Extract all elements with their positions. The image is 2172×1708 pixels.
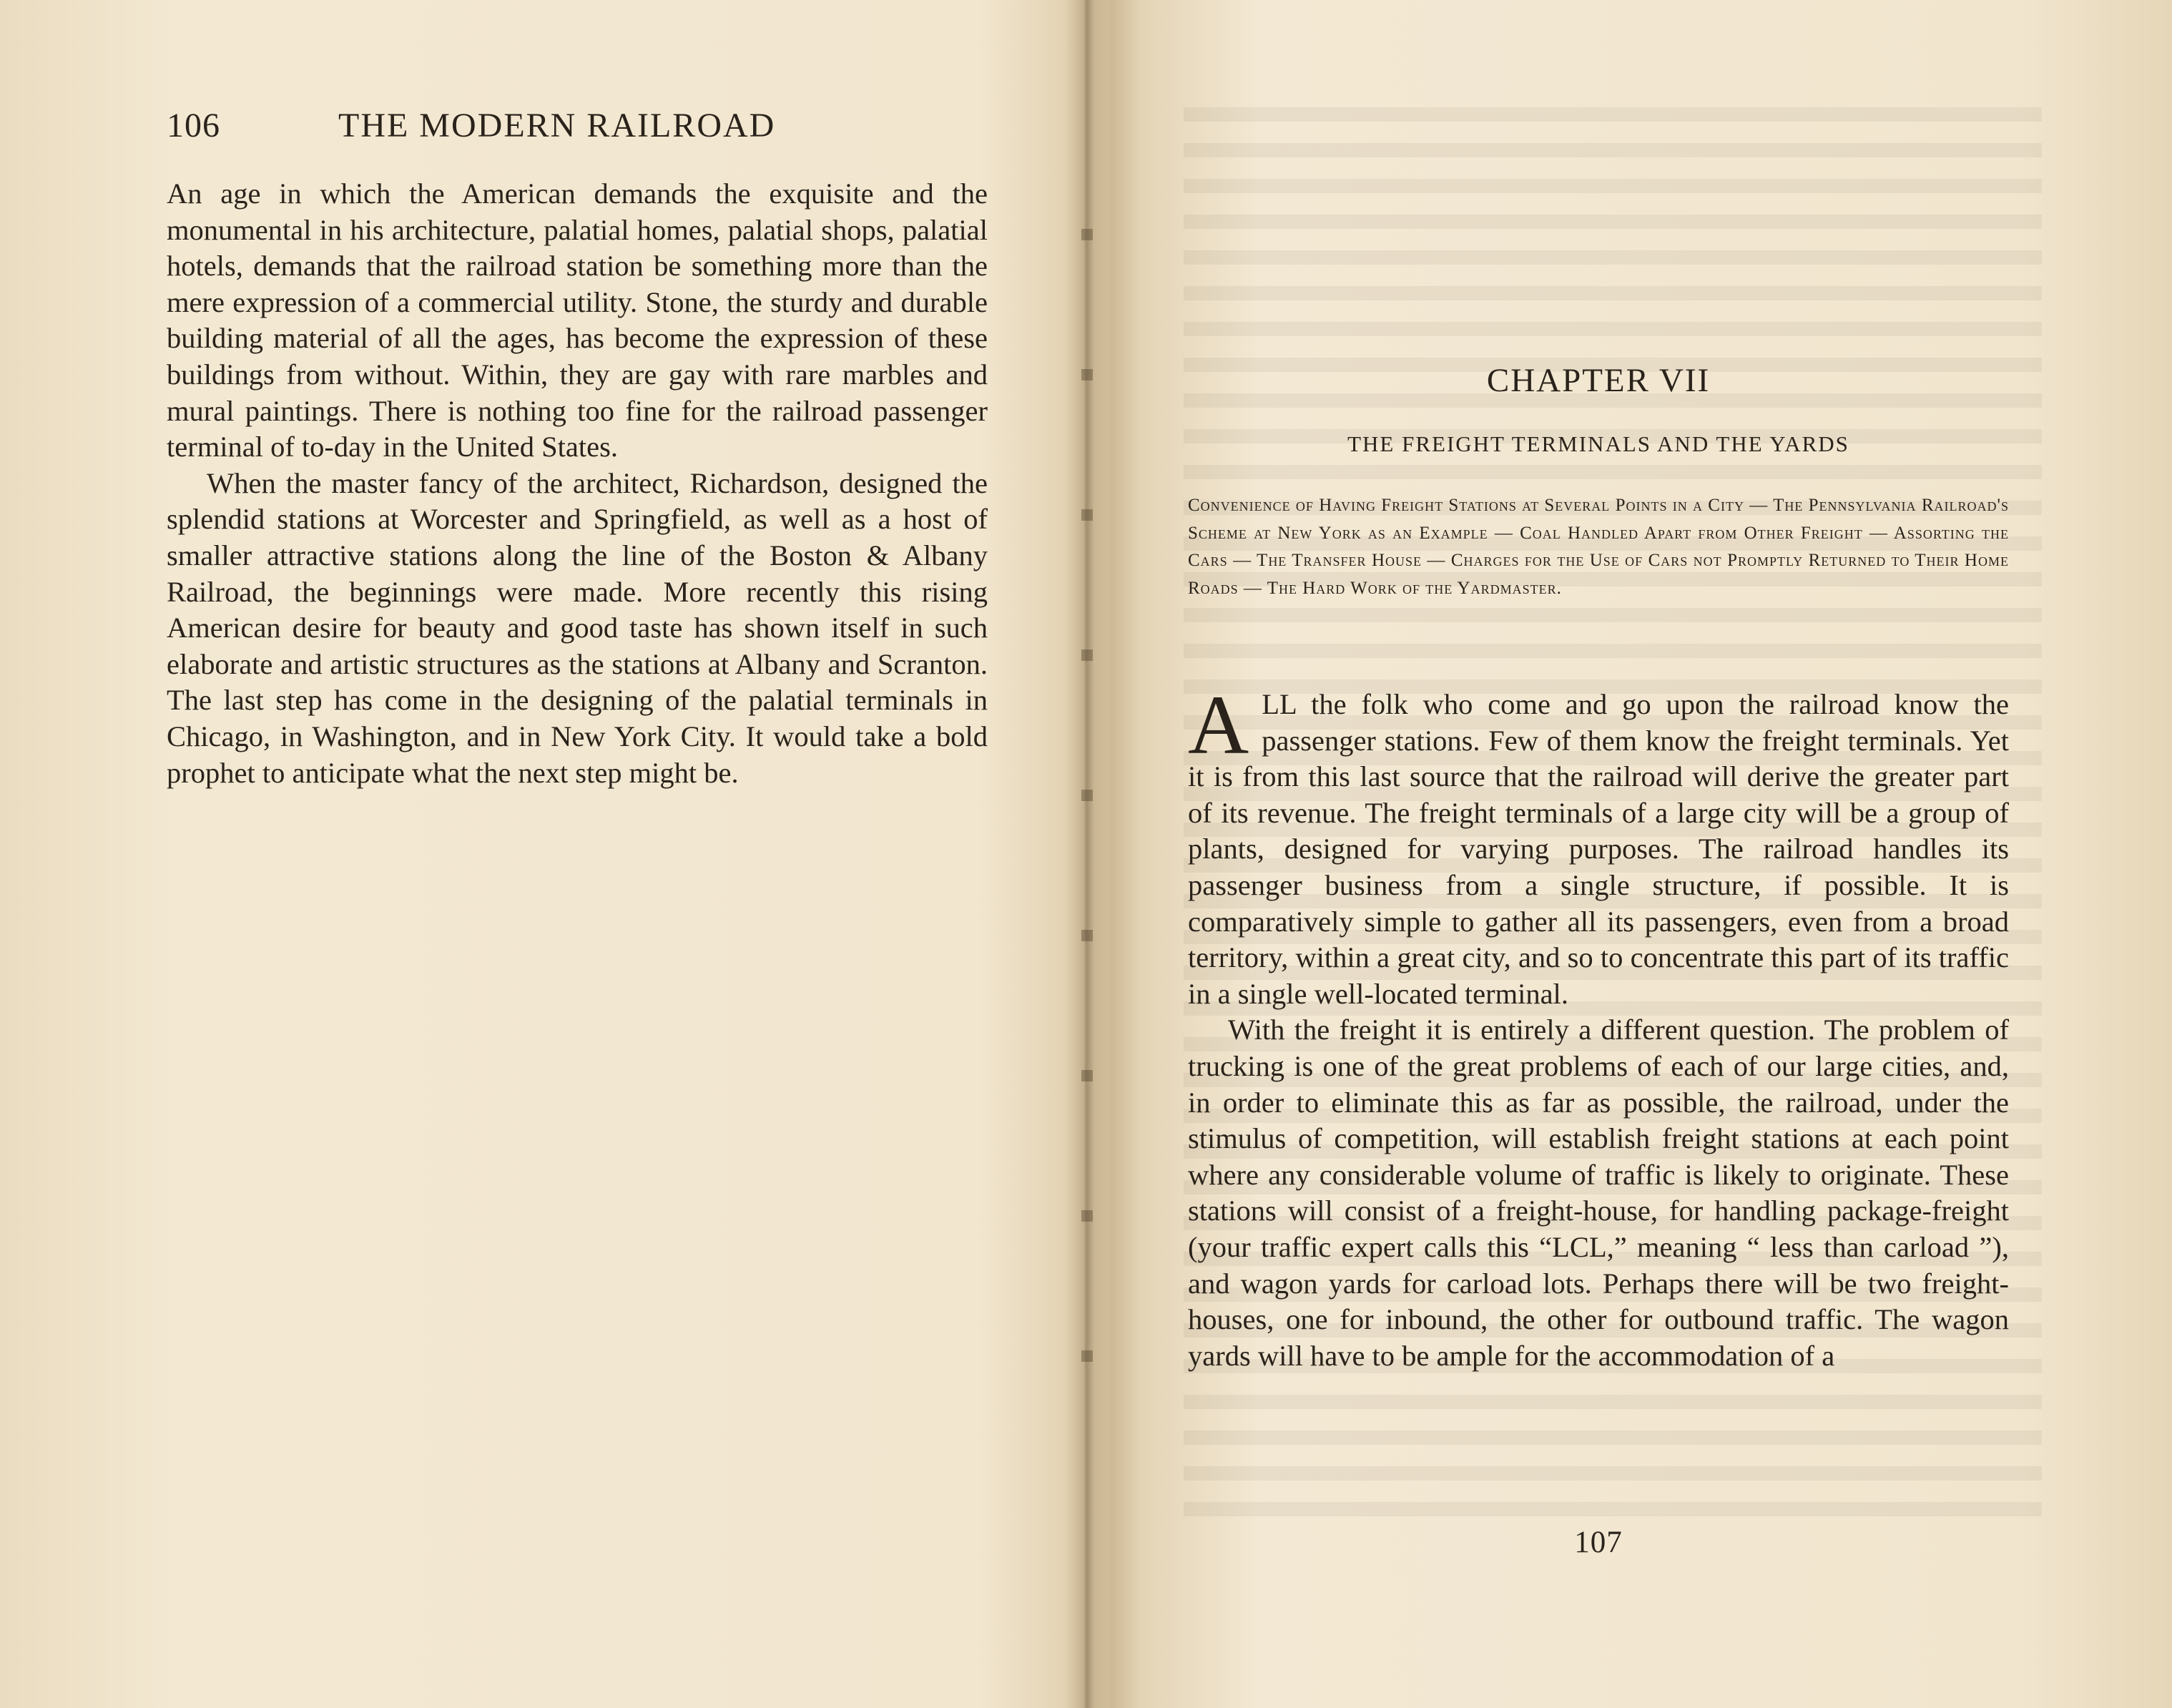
binding-edge	[1081, 100, 1093, 1459]
paragraph: An age in which the American demands the exquisite and the monumental in his architecture, palatial homes, palatial shops, palatial hotels, demands that the railroad station be something more than the mere expression of a commercial utility. Stone, the sturdy and durable building material of all the ages, has become the expression of these buildings from without. Within, they are gay with rare marbles and mural paintings. There is nothing too fine for the railroad passenger terminal of to-day in the United States.	[167, 177, 988, 463]
paragraph: With the freight it is entirely a different question. The problem of trucking is one of the great problems of each of our large cities, and, in order to eliminate this as far as possible, the railroad, under the stimulus of competition, will establish freight stations at each point where any considerable volume of traffic is likely to originate. These stations will consist of a freight-house, for handling package-freight (your traffic expert calls this “LCL,” meaning “ less than carload ”), and wagon yards for carload lots. Perhaps there will be two freight-houses, one for inbound, the other for outbound traffic. The wagon yards will have to be ample for the accommodation of a	[1188, 1013, 2009, 1372]
opening-paragraph-text: LL the folk who come and go upon the railroad know the passenger stations. Few of them know the freight terminals. Yet it is from this last source that the railroad will derive the greater part of its revenue. The freight terminals of a large city will be a group of plants, designed for varying purposes. The railroad handles its passenger business from a single structure, if possible. It is comparatively simple to gather all its passengers, even from a broad territory, within a great city, and so to concentrate this part of its traffic in a single well-located terminal.	[1188, 688, 2009, 1010]
paragraph: When the master fancy of the architect, Richardson, designed the splendid stations at Worcester and Springfield, as well as a host of smaller attractive stations along the line of the Boston & Albany Railroad, the beginnings were made. More recently this rising American desire for beauty and good taste has shown itself in such elaborate and artistic structures as the stations at Albany and Scranton. The last step has come in the designing of the palatial terminals in Chicago, in Washington, and in New York City. It would take a bold prophet to anticipate what the next step might be.	[167, 466, 988, 789]
opening-paragraph	[1188, 678, 2009, 1012]
page-number: 107	[1574, 1526, 1623, 1559]
chapter-subtitle: THE FREIGHT TERMINALS AND THE YARDS	[1347, 431, 1849, 456]
chapter-synopsis: Convenience of Having Freight Stations at Several Points in a City — The Pennsylvania Railroad's Scheme at New York as an Example — Coal Handled Apart from Other Freight — Assorting the Cars — The Transfer House — Charges for the Use of Cars not Promptly Returned to Their Home Roads — The Hard Work of the Yardmaster.	[1188, 496, 2009, 598]
left-body-text	[167, 176, 988, 791]
running-title: THE MODERN RAILROAD	[338, 107, 776, 144]
right-body-text	[1188, 678, 2009, 1374]
running-head	[167, 106, 988, 149]
page-number: 106	[167, 107, 220, 144]
chapter-title: CHAPTER VII	[1486, 362, 1711, 399]
drop-cap: A	[1188, 678, 1249, 772]
